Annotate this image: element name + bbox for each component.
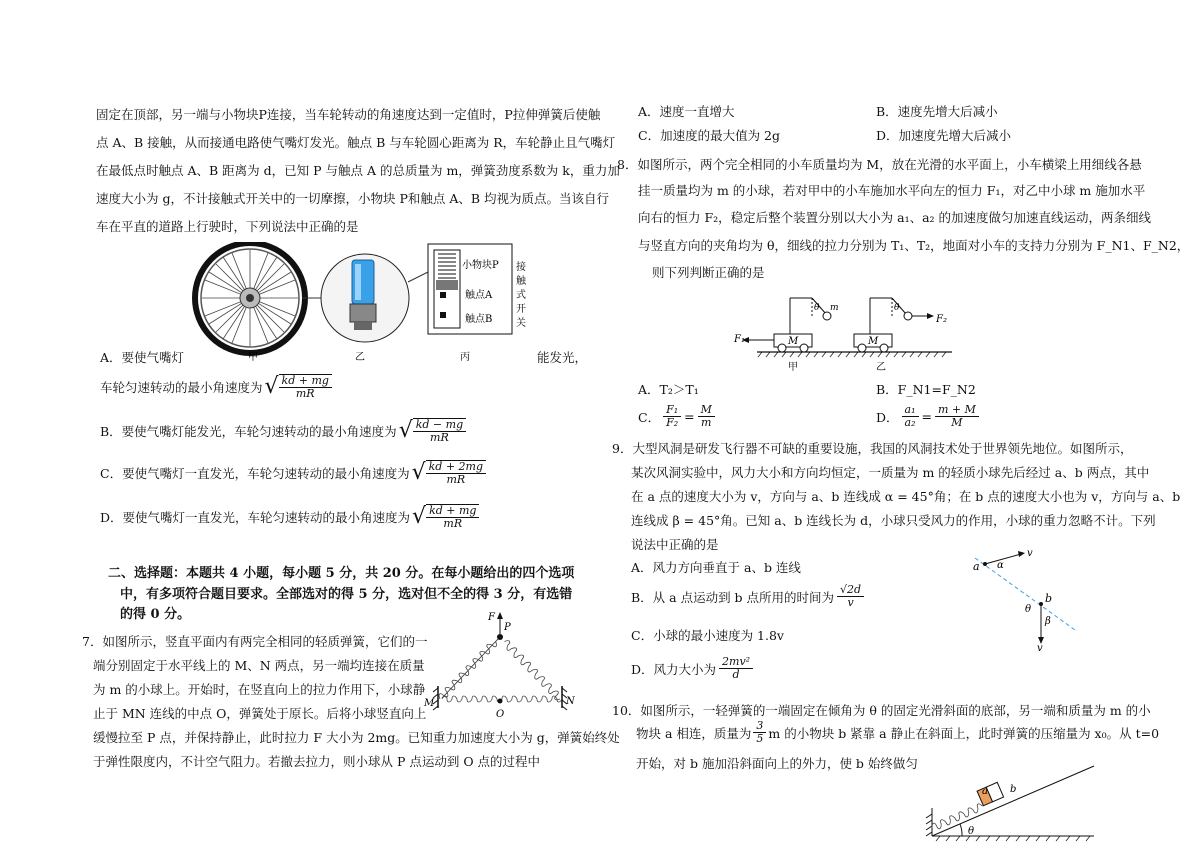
- q9-line-4: 连线成 β = 45°角。已知 a、b 连线长为 d，小球只受风力的作用，小球的重力忽略不计。下列: [631, 513, 1156, 528]
- fig-label-v-1: v: [1027, 548, 1033, 559]
- fig-label-bing: 丙: [460, 352, 470, 363]
- q6-intro-line-3: 在最低点时触点 A、B 距离为 d，已知 P 与触点 A 的总质量为 m，弹簧劲度系数为 k，重力加: [96, 163, 620, 178]
- sqrt-a: √ $\frac{kd + mg}{mR}$: [265, 374, 332, 400]
- q9-line-2: 某次风洞实验中，风力大小和方向均恒定，一质量为 m 的轻质小球先后经过 a、b 两点，其中: [631, 465, 1150, 480]
- fig-label-alpha: α: [997, 560, 1004, 571]
- fig-label-yi: 乙: [355, 352, 365, 363]
- q6-intro-line-5: 车在平直的道路上行驶时，下列说法中正确的是: [96, 219, 359, 234]
- q8-option-c[interactable]: C． $\frac{\text{F₁}}{\text{F₂}}$ = $\frac{M}{m}$: [638, 404, 715, 429]
- sqrt-d: √ $\frac{kd + mg}{mR}$: [412, 504, 479, 530]
- fig-label-a: a: [973, 560, 980, 573]
- q8-option-a[interactable]: A．T₂＞T₁: [638, 382, 699, 397]
- q8-option-d[interactable]: D． $\frac{\text{a₁}}{\text{a₂}}$ = $\frac{m + M}{M}$: [876, 404, 979, 429]
- q8-line-3: 向右的恒力 F₂，稳定后整个装置分别以大小为 a₁、a₂ 的加速度做匀加速直线运动，两条细线: [638, 210, 1152, 225]
- q6-option-a-text: 车轮匀速转动的最小角速度为: [100, 380, 263, 395]
- q7-line-2: 端分别固定于水平线上的 M、N 两点，另一端均连接在质量: [93, 658, 425, 673]
- q8-line-1: 8．如图所示，两个完全相同的小车质量均为 M，放在光滑的水平面上，小车横梁上用细线各悬: [617, 157, 1142, 172]
- fig-label-N: N: [566, 696, 575, 707]
- svg-text:开: 开: [516, 304, 526, 315]
- sqrt-b: √ $\frac{kd - mg}{mR}$: [399, 418, 466, 444]
- q7-line-3: 为 m 的小球上。开始时，在竖直向上的拉力作用下，小球静: [93, 682, 426, 697]
- q7-option-a[interactable]: A．速度一直增大: [638, 104, 735, 119]
- svg-text:式: 式: [516, 290, 526, 301]
- q6-intro-line-1: 固定在顶部，另一端与小物块P连接，当车轮转动的角速度达到一定值时，P拉伸弹簧后使触: [96, 107, 601, 122]
- q7-option-c[interactable]: C．加速度的最大值为 2g: [638, 128, 780, 143]
- q6-option-b[interactable]: [100, 418, 466, 444]
- q10-line-3: 开始，对 b 施加沿斜面向上的外力，使 b 始终做匀: [636, 756, 918, 771]
- fig-label-theta-3: θ: [1025, 604, 1032, 615]
- q9-line-5: 说法中正确的是: [631, 537, 719, 552]
- svg-text:关: 关: [516, 318, 526, 329]
- section2-line-2: 中，有多项符合题目要求。全部选对的得 5 分，选对但不全的得 3 分，有选错: [120, 587, 573, 602]
- q9-option-d[interactable]: D．风力大小为 $\frac{\text{2mv²}}{d}$: [631, 656, 753, 681]
- carts-figure: [732, 288, 962, 374]
- fig-label-theta-2: θ: [894, 303, 900, 313]
- q7-line-5: 缓慢拉至 P 点，并保持静止，此时拉力 F 大小为 2mg。已知重力加速度大小为 g，弹簧始终处: [93, 730, 620, 745]
- spring-figure: [420, 608, 575, 720]
- fig-label-a-2: a: [982, 786, 988, 797]
- fig-label-yi-2: 乙: [876, 362, 886, 373]
- fig-label-theta-1: θ: [814, 303, 820, 313]
- q6-intro-line-4: 速度大小为 g，不计接触式开关中的一切摩擦，小物块 P和触点 A、B 均视为质点。当该自行: [96, 191, 610, 206]
- q7-line-6: 于弹性限度内，不计空气阻力。若撤去拉力，则小球从 P 点运动到 O 点的过程中: [93, 754, 541, 769]
- fig-label-jia-2: 甲: [788, 362, 798, 373]
- fig-label-switch: [516, 260, 527, 329]
- fig-label-b: b: [1045, 592, 1053, 605]
- q9-option-a[interactable]: A．风力方向垂直于 a、b 连线: [631, 560, 801, 575]
- fig-label-contact-a: 触点A: [465, 290, 493, 301]
- q6-option-d[interactable]: [100, 504, 479, 530]
- q6-option-a-line2: [100, 374, 332, 400]
- q9-line-1: 9．大型风洞是研发飞行器不可缺的重要设施，我国的风洞技术处于世界领先地位。如图所示，: [612, 441, 1133, 456]
- fig-label-beta: β: [1045, 616, 1051, 627]
- q7-line-1: 7．如图所示，竖直平面内有两完全相同的轻质弹簧，它们的一: [82, 634, 428, 649]
- q6-option-b-text: B．要使气嘴灯能发光，车轮匀速转动的最小角速度为: [100, 424, 397, 439]
- q7-option-d[interactable]: D．加速度先增大后减小: [876, 128, 1012, 143]
- svg-text:触: 触: [516, 276, 526, 287]
- fig-label-F2: F₂: [936, 314, 947, 325]
- q8-line-4: 与竖直方向的夹角均为 θ，细线的拉力分别为 T₁、T₂，地面对小车的支持力分别为 F_N1、F_N2，: [638, 238, 1190, 253]
- svg-text:接: 接: [516, 262, 526, 273]
- spring-coils: [437, 639, 562, 702]
- q9-option-c[interactable]: C．小球的最小速度为 1.8v: [631, 628, 784, 643]
- fig-label-M-2: M: [868, 336, 879, 347]
- fig-label-P: P: [504, 622, 511, 633]
- q9-option-b[interactable]: B．从 a 点运动到 b 点所用的时间为 $\frac{√2d}{v}$: [631, 584, 864, 609]
- fig-label-theta-4: θ: [968, 826, 975, 837]
- q6-intro-line-2: 点 A、B 接触，从而接通电路使气嘴灯发光。触点 B 与车轮圆心距离为 R，车轮静止且气嘴灯: [96, 135, 616, 150]
- fig-label-O: O: [496, 709, 505, 720]
- fig-label-b-2: b: [1010, 784, 1017, 795]
- fig-label-block-p: 小物块P: [462, 260, 499, 271]
- bicycle-figure: [190, 242, 540, 364]
- q9-line-3: 在 a 点的速度大小为 v，方向与 a、b 连线成 α = 45°角；在 b 点的速度大小也为 v，方向与 a、b: [631, 489, 1181, 504]
- q10-line-1: 10．如图所示，一轻弹簧的一端固定在倾角为 θ 的固定光滑斜面的底部，另一端和质量为 m 的小: [612, 703, 1151, 718]
- q10-line-2: 物块 a 相连，质量为 $\frac{3}{5}$ m 的小物块 b 紧靠 a 静止在斜面上，此时弹簧的压缩量为 x₀。从 t=0: [636, 719, 1160, 745]
- q8-line-5: 则下列判断正确的是: [652, 265, 765, 280]
- fig-label-jia: 甲: [248, 352, 258, 363]
- q8-line-2: 挂一质量均为 m 的小球，若对甲中的小车施加水平向左的恒力 F₁，对乙中小球 m 施加水平: [638, 183, 1146, 198]
- q6-option-c-text: C．要使气嘴灯一直发光，车轮匀速转动的最小角速度为: [100, 466, 410, 481]
- q6-option-d-text: D．要使气嘴灯一直发光，车轮匀速转动的最小角速度为: [100, 510, 411, 525]
- sqrt-c: √ $\frac{kd + 2mg}{mR}$: [412, 460, 486, 486]
- q6-option-c[interactable]: [100, 460, 486, 486]
- fig-label-v-2: v: [1037, 643, 1043, 652]
- q7-option-b[interactable]: B．速度先增大后减小: [876, 104, 998, 119]
- wind-tunnel-figure: [965, 544, 1080, 652]
- fig-label-m-1: m: [830, 303, 839, 313]
- incline-figure: [910, 764, 1098, 844]
- valve-lamp-icon: [302, 254, 428, 342]
- fig-label-M: M: [424, 698, 435, 709]
- q6-option-a-end: 能发光，: [537, 350, 588, 365]
- section2-line-1: 二、选择题：本题共 4 小题，每小题 5 分，共 20 分。在每小题给出的四个选项: [108, 566, 575, 581]
- q7-line-4: 止于 MN 连线的中点 O，弹簧处于原长。后将小球竖直向上: [93, 706, 427, 721]
- fig-label-F: F: [488, 612, 495, 623]
- fig-label-contact-b: 触点B: [465, 314, 493, 325]
- q8-option-b[interactable]: B．F_N1=F_N2: [876, 382, 976, 397]
- incline-spring-icon: [926, 782, 1005, 831]
- fig-label-M-1: M: [788, 336, 799, 347]
- section2-line-3: 的得 0 分。: [120, 607, 191, 622]
- bicycle-wheel-icon: [195, 243, 305, 353]
- fig-label-F1: F₁: [734, 334, 745, 345]
- q6-option-a-start[interactable]: A．要使气嘴灯: [100, 350, 185, 365]
- spring-left-icon: [442, 639, 498, 698]
